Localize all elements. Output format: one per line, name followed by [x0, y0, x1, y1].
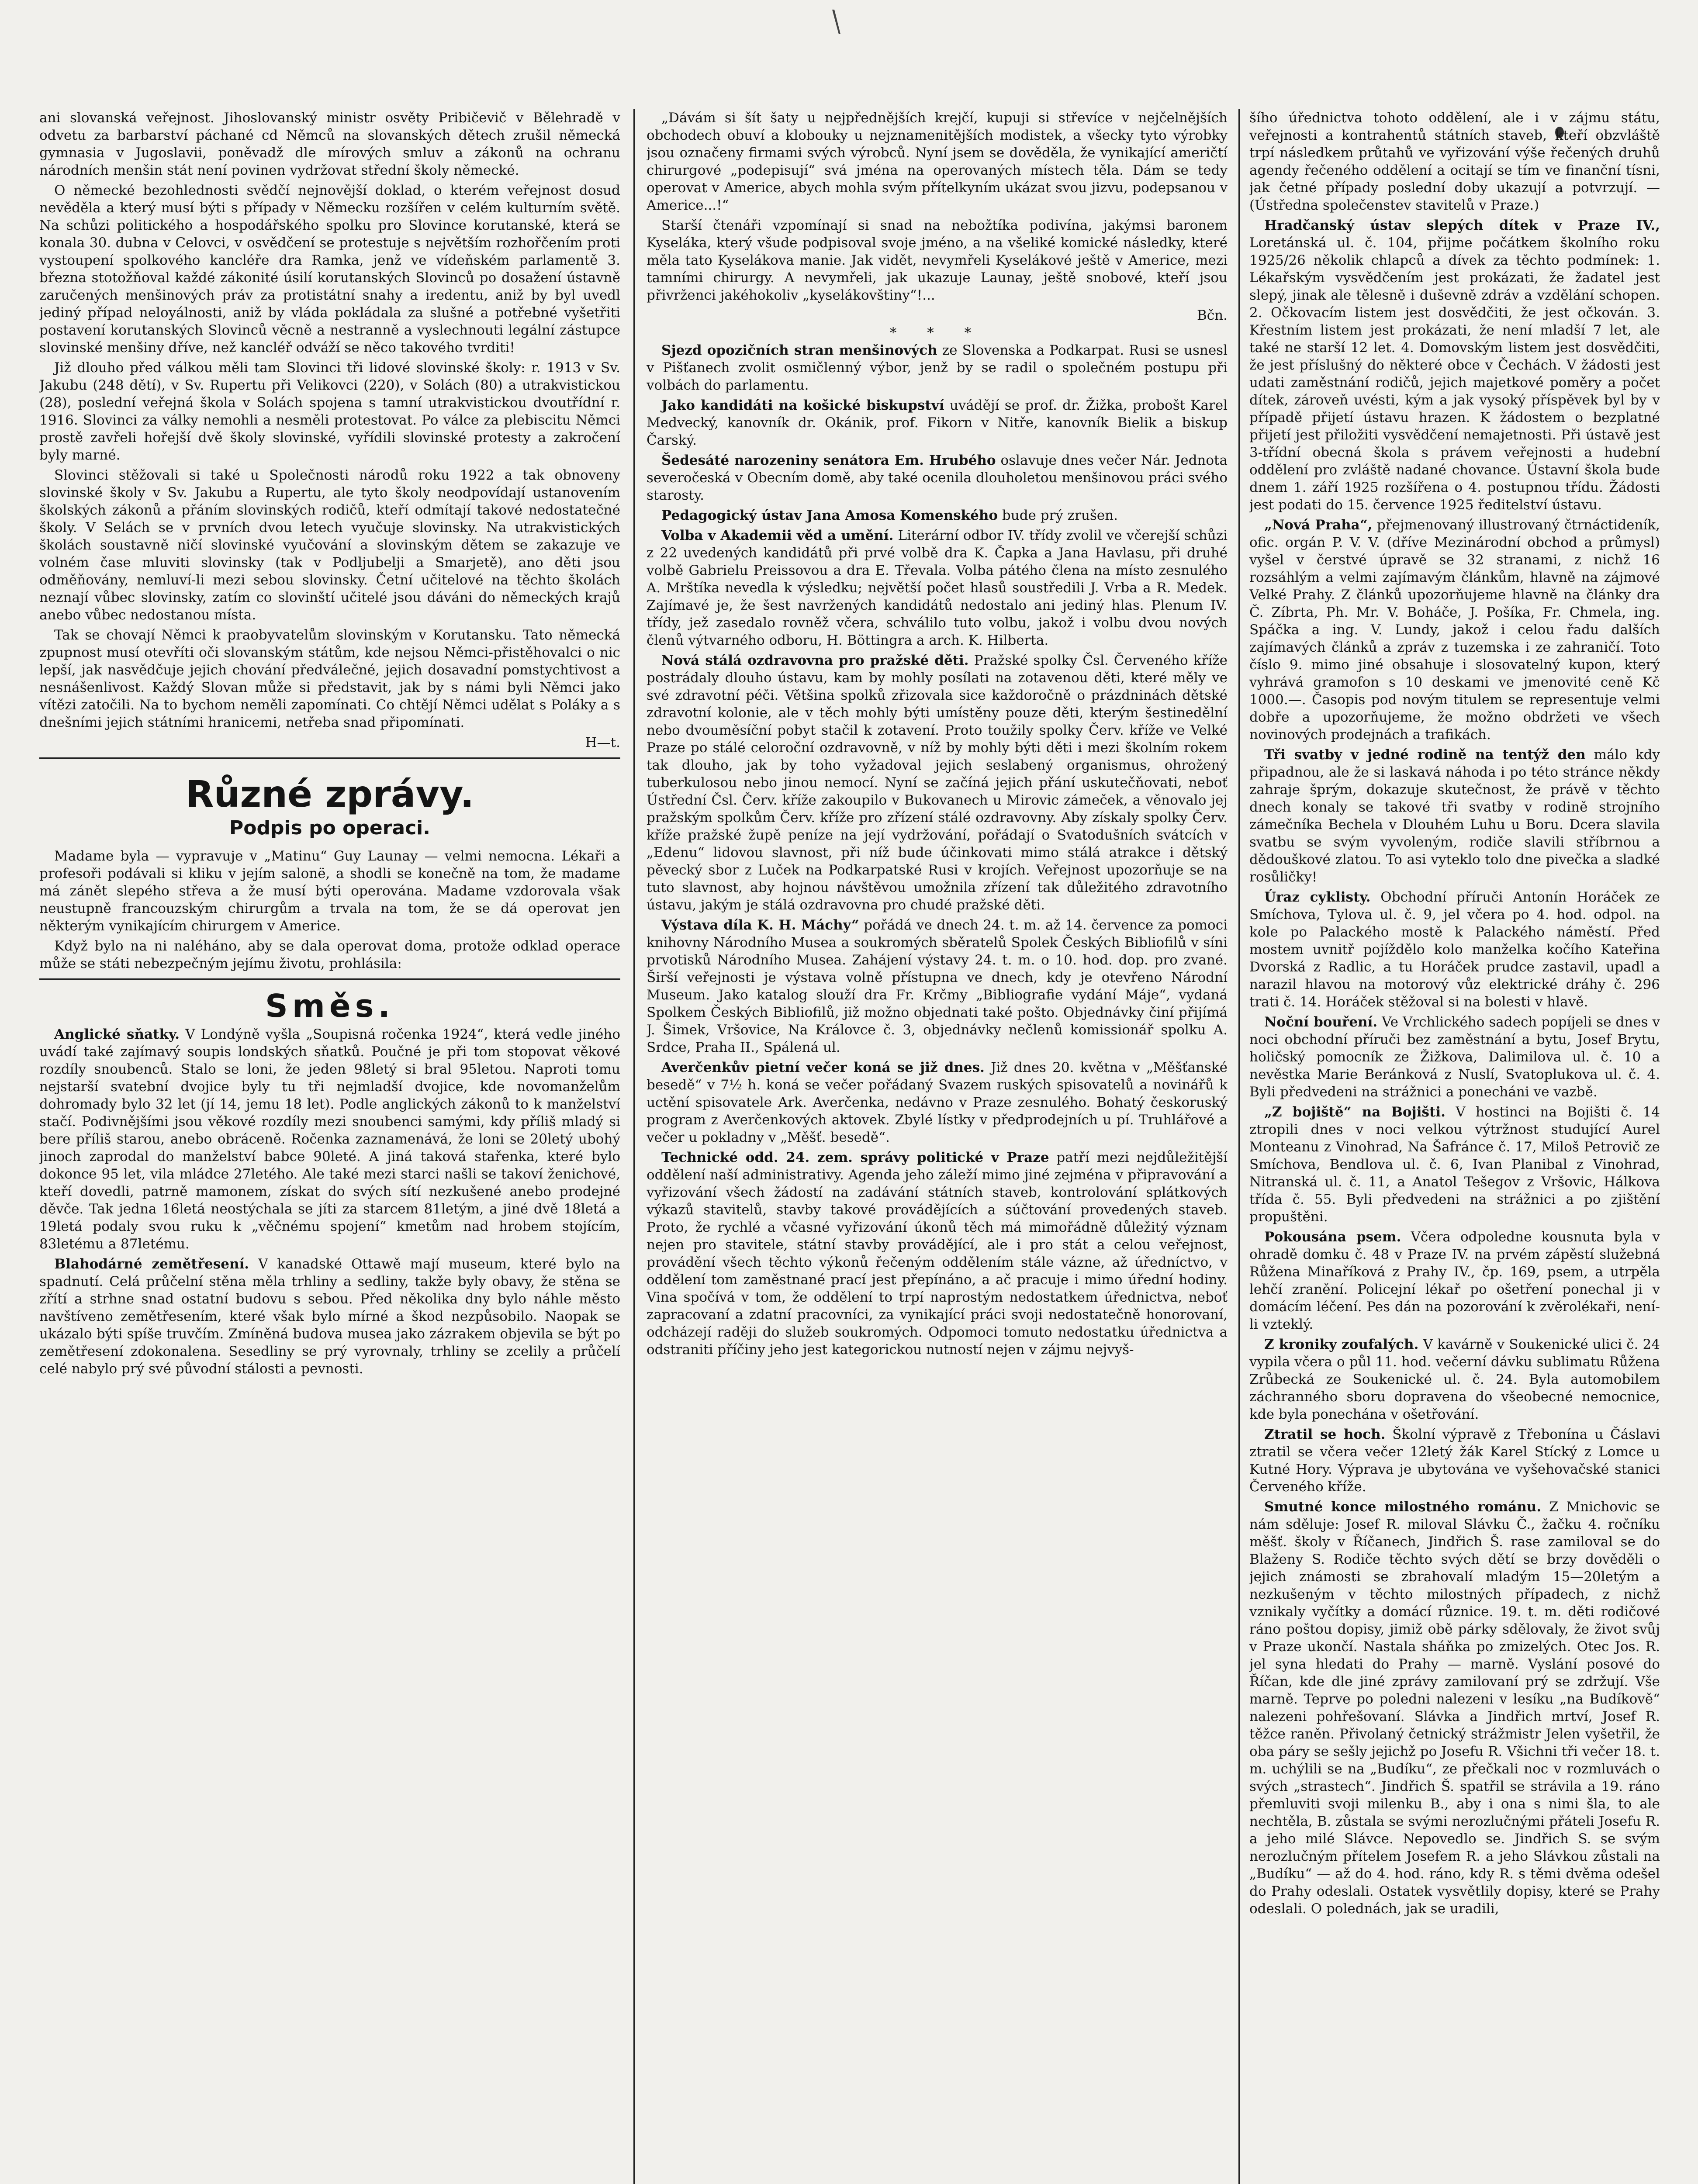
article-text: Starší čtenáři vzpomínají si snad na nebožtíka podivína, jakýmsi baronem Kyseláka, který všude podpisoval svoje jméno, a na všeliké komické následky, které měla tato Kyselákova manie. Jak vidět, nevymřeli Kyselákové ještě v Americe, mezi tamními chirurgy. A nevymřeli, jak ukazuje Launay, ještě snobové, kteří jsou přivrženci jakéhokoliv „kyselákovštiny“!...: [647, 218, 1228, 303]
article-paragraph: [647, 342, 1228, 394]
article-text: O německé bezohlednosti svědčí nejnovější doklad, o kterém veřejnost dosud nevěděla a který musí býti s případy v Německu rozšířen v celém kulturním světě. Na schůzi politického a hospodářského spolku pro Slovince korutanské, která se konala 30. dubna v Celovci, v osvědčení se protestuje s největším rozhořčením proti vystoupení spolkového kancléře dra Ramka, jenž ve vídeňském parlamentě 3. března stotožňoval každé zákonité úsilí korutanských Slovinců po dosažení ústavně zaručených menšinových práv za protistátní snahy a iredentu, aniž by byl uvedl jediný případ neloyálnosti, aniž by vláda pokládala za slušné a potřebné vyšetřiti postavení korutanských Slovinců věcně a nestranně a vyslechnouti legální zástupce slovinské menšiny dříve, než kancléř odváží se něco takového tvrditi!: [39, 183, 620, 356]
article-lead: Anglické sňatky.: [54, 1026, 180, 1042]
article-lead: Pedagogický ústav Jana Amosa Komenského: [661, 508, 998, 523]
article-paragraph: [39, 937, 620, 972]
article-paragraph: [647, 217, 1228, 304]
article-lead: Šedesáté narozeniny senátora Em. Hrubého: [661, 453, 996, 468]
article-paragraph: [39, 359, 620, 464]
article-paragraph: [647, 109, 1228, 214]
article-text: přejmenovaný illustrovaný čtrnáctideník, ofic. orgán P. V. V. (dříve Mezinárodní obchod a průmysl) vyšel v čerstvé úpravě se 32 stranami, z nichž 16 rozsáhlým a velmi zajímavým článkům, hlavně na zájmové Velké Prahy. Z článků upozorňujeme hlavně na články dra Č. Zíbrta, Ph. Mr. V. Boháče, J. Pošíka, Fr. Chmela, ing. Spáčka a ing. V. Lundy, jakož i celou řadu dalších zajímavých článků a zpráv z tuzemska i ze zahraničí. Toto číslo 9. mimo jiné obsahuje i slosovatelný kupon, který vyhrává gramofon s 10 deskami ve jmenovité ceně Kč 1000.—. Časopis pod novým titulem se representuje velmi dobře a upozorňujeme, že možno obdržeti ve všech novinových prodejnách a trafikách.: [1249, 517, 1660, 743]
article-paragraph: [1249, 109, 1660, 214]
article-lead: Z kroniky zoufalých.: [1264, 1337, 1419, 1352]
article-lead: Tři svatby v jedné rodině na tentýž den: [1264, 747, 1586, 763]
article-text: Když bylo na ni naléháno, aby se dala operovat doma, protože odklad operace může se státi nebezpečným jejímu životu, prohlásila:: [39, 938, 620, 971]
article-paragraph: [647, 1059, 1228, 1146]
article-paragraph: [647, 652, 1228, 914]
article-text: Pražské spolky Čsl. Červeného kříže postrádaly dlouho ústavu, kam by mohly posílati na zotavenou děti, které měly ve své zdravotní péči. Většina spolků zřizovala sice každoročně o prázdninách dětské zdravotní kolonie, ale v těch mohly býti umístěny pouze děti, kterým šestinedělní nebo dvouměsíční pobyt stačil k zotavení. Proto toužily spolky Červ. kříže ve Velké Praze po stálé celoroční ozdravovně, v níž by mohly býti děti i mezi školním rokem tak dlouho, jak by toho vyžadoval jejich seslabený organismus, ohrožený tuberkulosou nebo jinou nemocí. Nyní se začíná jejich přání uskutečňovati, neboť Ústřední Čsl. Červ. kříže zakoupilo v Bukovanech u Mirovic zámeček, a věnovalo jej pražským spolkům Červ. kříže pro zřízení stálé ozdravovny. Aby získaly spolky Červ. kříže pražské župě peníze na její vydržování, pořádají o Svatodušních svátcích v „Edenu“ lidovou slavnost, při níž bude účinkovati mimo stálá atrakce i dětský pěvecký sbor z Luček na Podkarpatské Rusi v krojích. Veřejnost upozorňuje se na tuto slavnost, aby hojnou návštěvou umožnila zřízení tak důležitého zdravotního ústavu, jakým je stálá ozdravovna pro chudé pražské děti.: [647, 653, 1228, 913]
column-middle: [647, 109, 1228, 2184]
article-paragraph: [1249, 1498, 1660, 1918]
article-text: Obchodní příruči Antonín Horáček ze Smíchova, Tylova ul. č. 9, jel včera po 4. hod. odpol. na kole po Palackého mostě k Palackého náměstí. Před mostem uvnitř pojíždělo kolo manželka kočího Kateřina Dvorská z Radlic, a tu Horáček prudce zastavil, upadl a narazil hlavou na motorový vůz elektrické dráhy č. 296 trati č. 14. Horáček stěžoval si na bolesti v hlavě.: [1249, 889, 1660, 1010]
article-text: oslavuje dnes večer Nár. Jednota severočeská v Obecním domě, aby také ocenila dlouholetou menšinovou práci svého starosty.: [647, 453, 1228, 503]
article-text: málo kdy připadnou, ale že si laskavá náhoda i po této stránce někdy zahraje šprým, dokazuje skutečnost, že právě v těchto dnech konaly se takové tři svatby v rodině strojního zámečníka Bechela v Dlouhém Luhu u Boru. Dcera slavila svatbu se svým vyvoleným, rodiče slavili stříbrnou a dědouškové zlatou. To asi vyteklo tolo dne pivečka a sladké rosůličky!: [1249, 747, 1660, 885]
article-lead: Úraz cyklisty.: [1264, 889, 1371, 905]
author-signature: H—t.: [585, 735, 620, 750]
article-paragraph: [39, 1026, 620, 1253]
article-lead: Volba v Akademii věd a umění.: [661, 528, 894, 543]
article-paragraph: [1249, 746, 1660, 886]
article-text: Loretánská ul. č. 104, přijme počátkem školního roku 1925/26 několik chlapců a dívek za těchto podmínek: 1. Lékařským vysvědčením jest prokázati, že žadatel jest slepý, jinak ale tělesně i duševně zdráv a vzdělání schopen. 2. Očkovacím listem jest dosvědčiti, že jest očkován. 3. Křestním listem jest prokázati, že není mladší 7 let, ale také ne starší 12 let. 4. Domovským listem jest dosvědčiti, že jest příslušný do některé obce v Čechách. V žádosti jest udati zaměstnání rodičů, jejich majetkové poměry a počet dítek, zároveň uvésti, kým a jak vysoký příspěvek byl by v případě přijetí ústavu hrazen. K žádostem o bezplatné přijetí jest přiložiti vysvědčení nemajetnosti. Při ústavě jest 3-třídní obecná škola s právem veřejnosti a hudební oddělení pro zvláště nadané chovance. Ústavní škola bude dnem 1. září 1925 rozšířena o 4. postupnou třídu. Žádosti jest podati do 15. července 1925 ředitelství ústavu.: [1249, 235, 1660, 513]
column-divider: [633, 109, 635, 2184]
article-text: ze Slovenska a Podkarpat. Rusi se usnesl v Pišťanech zvolit osmičlenný výbor, jenž by se radil o společném postupu při volbách do parlamentu.: [647, 342, 1228, 393]
article-paragraph: [1249, 1228, 1660, 1333]
article-paragraph: [647, 527, 1228, 649]
article-lead: Averčenkův pietní večer koná se již dnes.: [661, 1060, 985, 1075]
article-text: V hostinci na Bojišti č. 14 ztropili dnes v noci velkou výtržnost studující Aurel Monteanu z Vinohrad, Na Šafránce č. 17, Miloš Petrovič ze Smíchova, Bendlova ul. č. 6, Ivan Planibal z Vinohrad, Nitranská ul. č. 11, a Anatol Tešegov z Vršovic, Hálkova třída č. 55. Byli předvedeni na strážnici a po zjištění propuštěni.: [1249, 1104, 1660, 1225]
article-paragraph: [39, 109, 620, 179]
article-text: Již dnes 20. května v „Měšťanské besedě“ v 7½ h. koná se večer pořádaný Svazem ruských spisovatelů a novinářů k uctění spisovatele Ark. Averčenka, nedávno v Praze zesnulého. Bohatý českoruský program z Averčenkových aktovek. Zbylé lístky v předprodejních u pí. Truhlářové a večer u pokladny v „Měšť. besedě“.: [647, 1060, 1228, 1145]
article-text: Již dlouho před válkou měli tam Slovinci tři lidové slovinské školy: r. 1913 v Sv. Jakubu (248 dětí), v Sv. Rupertu při Velikovci (220), v Solách (80) a utrakvistickou (28), poslední veřejná škola v Solách spojena s tamní utrakvistickou dvoutřídní r. 1916. Slovinci za války nemohli a nesměli protestovat. Po válce za plebiscitu Němci prostě zavřeli hořejší dvě školy slovinské, vyřídili slovinské protesty a zakročení byly marné.: [39, 360, 620, 463]
article-text: Madame byla — vypravuje v „Matinu“ Guy Launay — velmi nemocna. Lékaři a profesoři podávali si kliku v jejím salonë, a shodli se konečně na tom, že madame má zánět slepého střeva a že musí býti operována. Madame vzdorovala však neustupně francouzským chirurgům a trvala na tom, že se dá operovat jen některým vynikajícím chirurgem v Americe.: [39, 848, 620, 934]
article-lead: Nová stálá ozdravovna pro pražské děti.: [661, 653, 969, 668]
article-paragraph: [39, 847, 620, 935]
article-paragraph: [647, 507, 1228, 524]
article-text: uvádějí se prof. dr. Žižka, probošt Karel Medvecký, kanovník dr. Okánik, prof. Fikorn v Nitře, kanovník Bielik a biskup Čarský.: [647, 397, 1228, 448]
article-subtitle: Podpis po operaci.: [229, 817, 430, 839]
article-lead: Pokousána psem.: [1264, 1229, 1401, 1245]
article-text: Ve Vrchlického sadech popíjeli se dnes v noci obchodní příruči bez zaměstnání a bytu, Josef Brytu, holičský pomocník ze Žižkova, Dalimilova ul. č. 10 a nevěstka Marie Beránková z Nuslí, Svatoplukova ul. č. 4. Byli předvedeni na strážnici a ponecháni ve vazbě.: [1249, 1014, 1660, 1100]
article-text: patří mezi nejdůležitější oddělení naší administrativy. Agenda jeho záleží mimo jiné zejména v připravování a vyřizování všech žádostí na zadávání státních staveb, kontrolování splátkových výkazů stavitelů, stavby takové provádějících a súčtování provedených staveb. Proto, že rychlé a včasné vyřizování úkonů těch má mimořádně důležitý význam nejen pro stavitele, státní stavby provádějící, ale i pro stát a celou veřejnost, provádění všech těchto výkonů řečeným oddělením stále vázne, až úředníctvo, v oddělení tom zaměstnané prací jest přepínáno, a ač pracuje i mimo úřední hodiny. Vina spočívá v tom, že oddělení to trpí naprostým nedostatkem úřednictva, neboť zapracovaní a zdatní pracovníci, za vynikající práci svoji nedostatečně honorovaní, odcházejí raději do služeb soukromých. Odpomoci tomuto nedostatku úřednictva a odstraniti příčiny jeho jest kategorickou nutností nejen v zájmu nejvyš-: [647, 1150, 1228, 1358]
article-text: pořádá ve dnech 24. t. m. až 14. července za pomoci knihovny Národního Musea a soukromých sběratelů Spolek Českých Bibliofilů v síni prvotisků Národního Musea. Zahájení výstavy 24. t. m. o 10. hod. dop. pro zvané. Širší veřejnosti je výstava volně přístupna ve dnech, kdy je otevřeno Národní Museum. Jako katalog slouží dra Fr. Krčmy „Bibliografie vydání Máje“, vydaná Spolkem Českých Bibliofilů, již možno objednati také pošto. Objednávky činí přijímá J. Šimek, Vršovice, Na Královce č. 3, objednávky nečlenů komissionář spolku A. Srdce, Praha II., Spálená ul.: [647, 917, 1228, 1055]
article-text: bude prý zrušen.: [1002, 508, 1118, 523]
article-paragraph: [647, 916, 1228, 1056]
article-text: V kavárně v Soukenické ulici č. 24 vypila včera o půl 11. hod. večerní dávku sublimatu Růžena Zrůbecká ze Soukenické ul. č. 24. Byla automobilem záchranného sboru dopravena do všeobecné nemocnice, kde byla ponechána v ošetřování.: [1249, 1337, 1660, 1422]
article-paragraph: [1249, 217, 1660, 514]
article-text: Z Mnichovic se nám sděluje: Josef R. miloval Slávku Č., žačku 4. ročníku měšť. školy v Říčanech, Jindřich Š. rase zamiloval se do Blaženy S. Rodiče těchto svých dětí se brzy dověděli o jejich známosti se zbrahovalí mladým 15—20letým a nezkušeným v těchto milostných případech, z nichž vznikaly vyčítky a domácí různice. 19. t. m. děti rodičové ráno poštou dopisy, jimiž obě párky sdělovaly, že život svůj v Praze ukončí. Nastala sháňka po zmizelých. Otec Jos. R. jel syna hledati do Prahy — marně. Vyslání posové do Říčan, kde dle jiné zprávy zamilovaní prý se zdržují. Vše marně. Teprve po poledni nalezeni v lesíku „na Budíkově“ nalezeni pohřešovaní. Slávka a Jindřich mrtví, Josef R. těžce raněn. Přivolaný četnický strážmistr Jelen vyšetřil, že oba páry se sešly jejichž po Josefu R. Všichni tři večer 18. t. m. uchýlili se na „Budíku“, ze přečkali noc v rozmluvách o svých „strastech“. Jindřich Š. spatřil se strávila a 19. ráno přemluviti svoji milenku B., aby i ona s nimi šla, to ale nechtěla, B. zůstala se svými nerozlučnými přáteli Josefu R. a jeho milé Slávce. Nepovedlo se. Jindřich S. se svým nerozlučným přítelem Josefem R. a jeho Slávkou zůstali na „Budíku“ — až do 4. hod. ráno, kdy R. s těmi dvěma odešel do Prahy odeslali. Ostatek vysvětlily dopisy, které se Prahy odeslali. O polednách, jak se uradili,: [1249, 1499, 1660, 1917]
article-text: Školní výpravě z Třebonína u Čáslavi ztratil se včera večer 12letý žák Karel Stícký z Lomce u Kutné Hory. Výprava je ubytována ve vyšehovačské stanici Červeného kříže.: [1249, 1427, 1660, 1495]
article-paragraph: [39, 626, 620, 731]
article-paragraph: [39, 467, 620, 624]
article-lead: Ztratil se hoch.: [1264, 1427, 1386, 1442]
article-paragraph: [1249, 516, 1660, 743]
article-lead: Jako kandidáti na košické biskupství: [661, 397, 944, 413]
article-text: „Dávám si šít šaty u nejpřednějších krejčí, kupuji si střevíce v nejčelnějších obchodech obuví a klobouky u nejznamenitějších modistek, a všecky tyto výrobky jsou označeny firmami svých výrobců. Nyní jsem se dověděla, že vynikající američtí chirurgové „podepisují“ svá jména na operovaných místech těla. Dám se tedy operovat v Americe, abych mohla svým přítelkyním ukázat svou jizvu, podepsanou v Americe...!“: [647, 110, 1228, 213]
article-paragraph: [1249, 1336, 1660, 1423]
author-signature: Bčn.: [1197, 308, 1228, 323]
article-lead: Sjezd opozičních stran menšinových: [661, 342, 937, 358]
article-lead: Blahodárné zemětřesení.: [54, 1256, 249, 1272]
article-paragraph: [1249, 888, 1660, 1011]
section-title: Směs.: [265, 988, 394, 1024]
article-text: V Londýně vyšla „Soupisná ročenka 1924“, která vedle jiného uvádí také zajímavý soupis londských sňatků. Poučné je při tom stopovat věkové rozdíly snoubenců. Stalo se loni, že jeden 98letý si bral 95letou. Naproti tomu nejstarší svatební dvojice byly tu tři nejmladší dvojice, kde novomanželům dohromady bylo 32 let (jí 14, jemu 18 let). Podle anglických zákonů to k manželství stačí. Podivnějšími jsou věkové rozdíly mezi snoubenci samými, kdy příliš mladý si bere příliš starou, anebo obráceně. Ročenka zaznamenává, že loni se 20letý ubohý jinoch zaprodal do manželství babce 90leté. A jiná taková stařenka, které bylo dokonce 95 let, vila mládce 27letého. Ale také mezi starci našli se takoví ženichové, kteří dovedli, patrně mamonem, získat do svých sítí nezkušené anebo prodejné děvče. Tak jedna 16letá neostýchala se jíti za starcem 81letým, a jiné dvě 18letá a 19letá podaly svou ruku k „věčnému spojení“ kmetům nad hrobem stojícím, 83letému a 87letému.: [39, 1026, 620, 1252]
article-text: V kanadské Ottawě mají museum, které bylo na spadnutí. Celá průčelní stěna měla trhliny a sedliny, takže byly obavy, že stěna se zřítí a strhne snad ostatní budovu s sebou. Před několika dny bylo náhle město navštíveno zemětřesením, které však bylo mírné a škod nezpůsobilo. Naopak se ukázalo býti spíše truvčím. Zmíněná budova musea jako zázrakem objevila se být po zemětřesení zdokonalena. Sesedliny se prý vyrovnaly, trhliny se zcelily a průčelí celé nabylo prý své původní stálosti a pevnosti.: [39, 1256, 620, 1377]
article-paragraph: [39, 182, 620, 356]
column-right: [1249, 109, 1660, 2184]
article-lead: Smutné konce milostného románu.: [1264, 1499, 1542, 1515]
article-lead: „Nová Praha“,: [1264, 517, 1373, 533]
column-left: [39, 109, 620, 2184]
article-paragraph: [647, 1149, 1228, 1358]
article-paragraph: [1249, 1103, 1660, 1226]
article-lead: Výstava díla K. H. Máchy“: [661, 917, 859, 933]
article-paragraph: [647, 452, 1228, 504]
article-paragraph: [1249, 1426, 1660, 1496]
section-rule: [39, 757, 620, 759]
article-paragraph: [1249, 1013, 1660, 1101]
article-lead: Noční bouření.: [1264, 1014, 1378, 1030]
section-title: Různé zprávy.: [185, 773, 474, 816]
article-text: šího úřednictva tohoto oddělení, ale i v zájmu státu, veřejnosti a kontrahentů státních staveb, kteří obzvláště trpí následkem průtahů ve vyřizování výše řečených druhů agendy řečeného oddělení a ocitají se tím ve finanční tísni, jak četné případy poslední doby ukazují a potvrzují. — (Ústředna společenstev stavitelů v Praze.): [1249, 110, 1660, 213]
article-paragraph: [39, 1255, 620, 1378]
article-text: Tak se chovají Němci k praobyvatelům slovinským v Korutansku. Tato německá zpupnost musí otevříti oči slovanským státům, kde nejsou Němci-přistěhovalci o nic lepší, jak nasvědčuje jejich chování předválečné, jejich dosavadní pomstychtivost a nesnášenlivost. Každý Slovan může si představit, jak by s námi byli Němci jako vítězi zatočili. Na to bychom neměli zapomínati. Co chtějí Němci udělat s Poláky a s dnešními jejich státními hranicemi, netřeba snad připomínati.: [39, 627, 620, 730]
column-divider: [1238, 109, 1240, 2184]
article-paragraph: [647, 397, 1228, 449]
article-text: Slovinci stěžovali si také u Společnosti národů roku 1922 a tak obnoveny slovinské školy v Sv. Jakubu a Rupertu, ale tyto školy neodpovídají ustanovením školských zákonů a přáním slovinských rodičů, kteří odmítají takové nedostatečné školy. V Selách se v prvních dvou letech vyučuje slovinsky. Na utrakvistických školách soustavně ničí slovinské vyučování a slovinským dětem se zakazuje ve volném čase mluviti slovinsky (tak v Podljubelji a Smarjetě), ano děti jsou odměňovány, nemluví-li mezi sebou slovinsky. Četní učitelové na těchto školách neznají vůbec slovinsky, zatím co slovinští učitelé jsou dáváni do německých krajů anebo vůbec nedostanou místa.: [39, 467, 620, 623]
article-lead: Hradčanský ústav slepých dítek v Praze IV.,: [1264, 218, 1660, 233]
article-text: Včera odpoledne kousnuta byla v ohradě domku č. 48 v Praze IV. na prvém zápěstí služebná Růžena Minaříková z Prahy IV., čp. 169, psem, a utrpěla lehčí zranění. Policejní lékař po ošetření ponechal ji v domácím léčení. Pes dán na pozorování k zvěrolékaři, není-li vzteklý.: [1249, 1229, 1660, 1332]
separator-stars: * * *: [889, 325, 985, 341]
article-text: Literární odbor IV. třídy zvolil ve včerejší schůzi z 22 uvedených kandidátů při prvé volbě dra K. Čapka a Jana Havlasu, při druhé volbě Gabrielu Preissovou a dra E. Třevala. Volba pátého člena na místo zesnulého A. Mrštíka nevedla k výsledku; největší počet hlasů soustředili J. Vrba a R. Medek. Zajímavé je, že šest navržených kandidátů nedostalo ani jediný hlas. Plenum IV. třídy, jež zasedalo rovněž včera, schválilo tuto volbu, jakož i volbu dvou nových členů výtvarného odboru, H. Böttingra a arch. K. Hilberta.: [647, 528, 1228, 648]
article-text: ani slovanská veřejnost. Jihoslovanský ministr osvěty Pribičevič v Bělehradě v odvetu za barbarství páchané cd Němců na slovanských dětech zrušil německá gymnasia v Jugoslavii, poněvadž dle mírových smluv a zákonů na ochranu národních menšin stát není povinen vydržovat střední školy německé.: [39, 110, 620, 178]
article-lead: Technické odd. 24. zem. správy politické v Praze: [661, 1150, 1049, 1165]
section-rule: [39, 978, 620, 980]
article-lead: „Z bojiště“ na Bojišti.: [1264, 1104, 1446, 1120]
ink-mark-icon: [830, 9, 847, 35]
